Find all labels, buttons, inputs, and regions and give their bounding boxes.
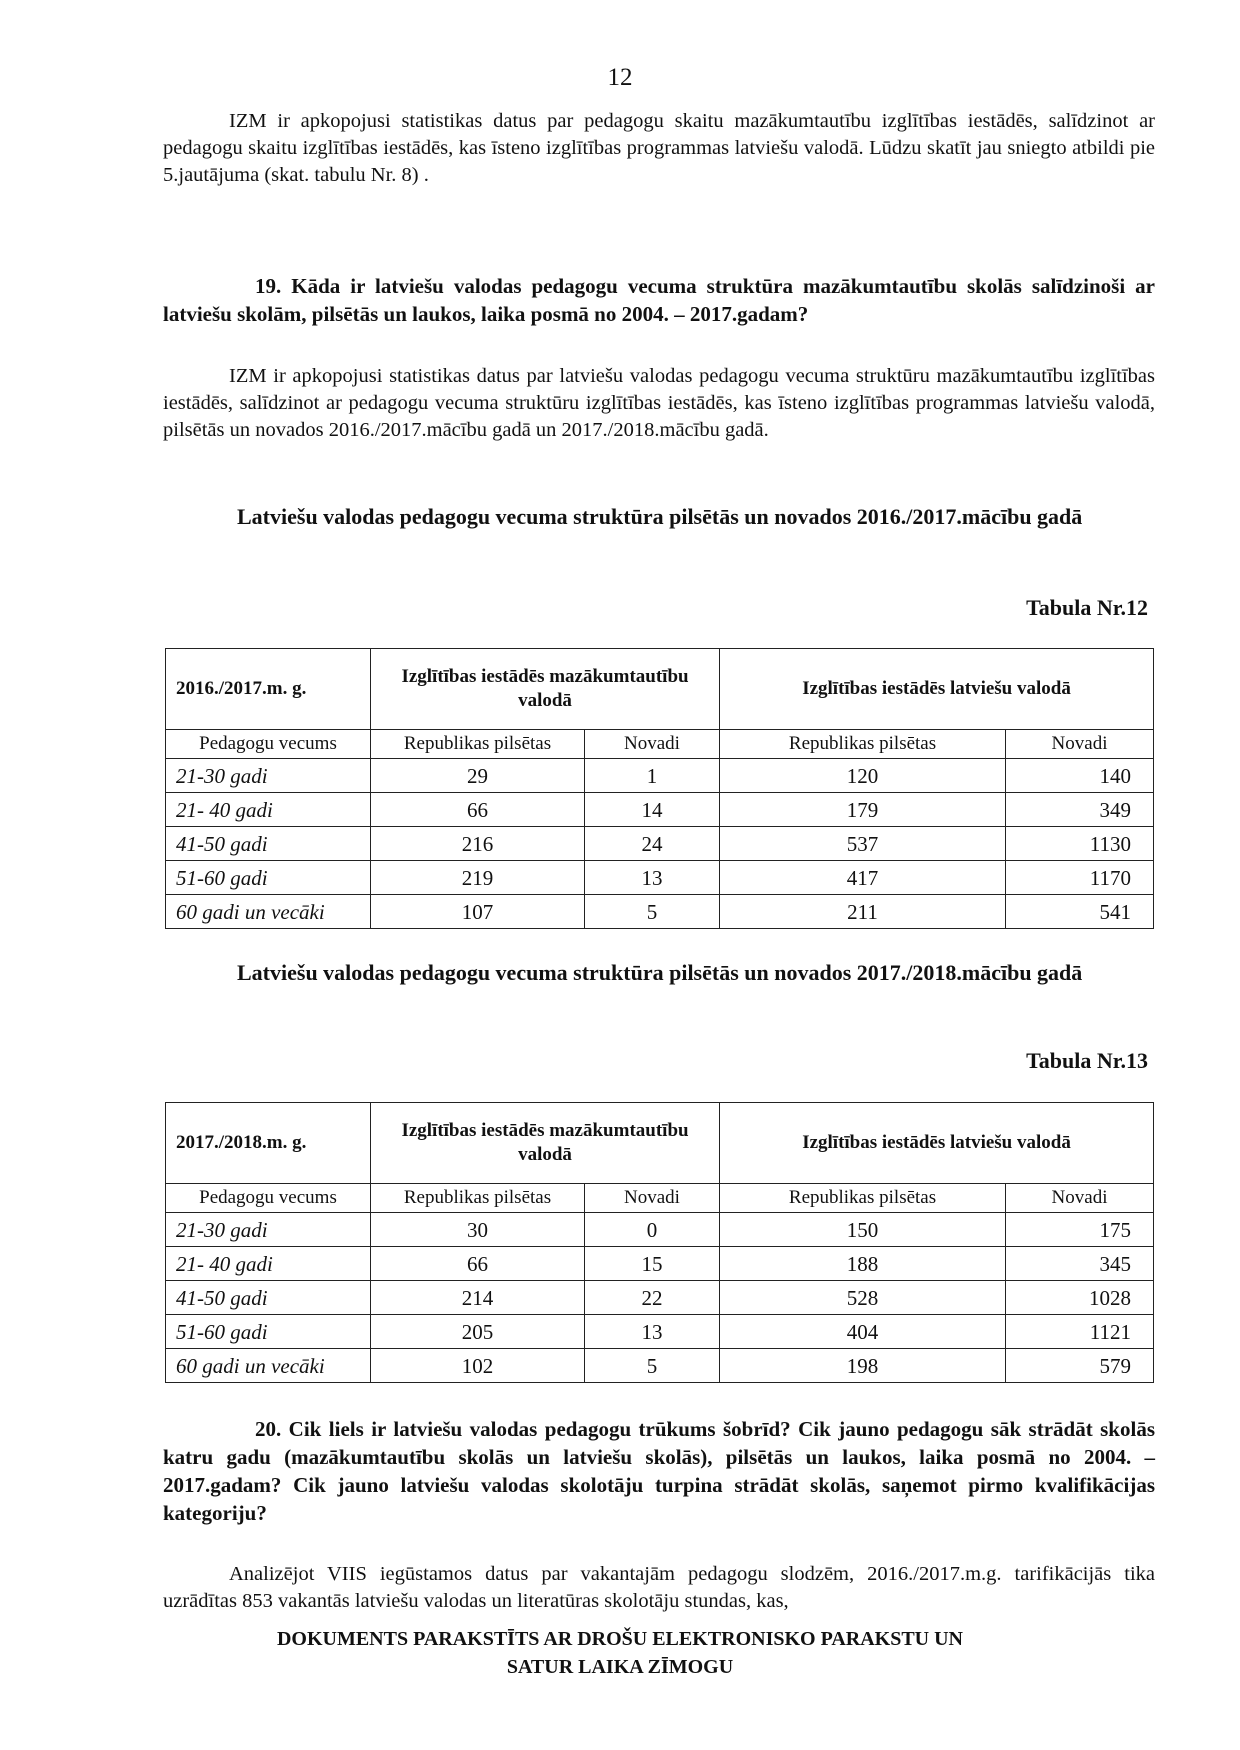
table-12-col-county-minority: Novadi [585,730,720,759]
question-19 [163,272,1155,328]
table-13-label: Tabula Nr.13 [1026,1048,1148,1073]
table-13-heading-text: Latviešu valodas pedagogu vecuma struktūra pilsētās un novados 2017./2018.mācību gadā [237,960,1083,985]
table-row [166,1315,1154,1349]
table-13-age-cell: 41-50 gadi [166,1281,371,1315]
table-13-col-county-latvian: Novadi [1006,1184,1154,1213]
table-row [166,793,1154,827]
table-12-col-city-minority: Republikas pilsētas [371,730,585,759]
table-cell: 345 [1006,1247,1154,1281]
table-13-col-age: Pedagogu vecums [166,1184,371,1213]
table-13-group-minority: Izglītības iestādēs mazākumtautību valodā [371,1103,720,1184]
table-cell: 528 [720,1281,1006,1315]
table-13-age-cell: 21-30 gadi [166,1213,371,1247]
table-row [166,861,1154,895]
table-13-col-city-latvian: Republikas pilsētas [720,1184,1006,1213]
table-12-heading-text: Latviešu valodas pedagogu vecuma struktūra pilsētās un novados 2016./2017.mācību gadā [237,504,1083,529]
table-cell: 30 [371,1213,585,1247]
table-row [166,1213,1154,1247]
table-13-col-county-minority: Novadi [585,1184,720,1213]
table-cell: 66 [371,1247,585,1281]
table-cell: 5 [585,1349,720,1383]
table-12-age-cell: 51-60 gadi [166,861,371,895]
table-13 [165,1102,1154,1383]
table-12 [165,648,1154,929]
table-13-age-cell: 51-60 gadi [166,1315,371,1349]
intro-paragraph [163,108,1155,189]
footer-line-1: DOKUMENTS PARAKSTĪTS AR DROŠU ELEKTRONISKO PARAKSTU UN [276,1628,964,1650]
table-cell: 14 [585,793,720,827]
table-13-year: 2017./2018.m. g. [166,1103,371,1184]
table-row [166,827,1154,861]
table-cell: 175 [1006,1213,1154,1247]
table-cell: 1028 [1006,1281,1154,1315]
table-13-age-cell: 21- 40 gadi [166,1247,371,1281]
table-13-col-city-minority: Republikas pilsētas [371,1184,585,1213]
table-13-heading [163,956,1155,990]
table-13-age-cell: 60 gadi un vecāki [166,1349,371,1383]
question-19-text: 19. Kāda ir latviešu valodas pedagogu vecuma struktūra mazākumtautību skolās salīdzinoši ar latviešu skolām, pilsētās un laukos, laika posmā no 2004. – 2017.gadam? [163,274,1155,326]
table-cell: 29 [371,759,585,793]
page-number: 12 [607,64,633,91]
table-cell: 120 [720,759,1006,793]
table-cell: 404 [720,1315,1006,1349]
table-cell: 150 [720,1213,1006,1247]
table-cell: 5 [585,895,720,929]
table-cell: 13 [585,861,720,895]
table-row [166,895,1154,929]
answer-20-paragraph [163,1561,1155,1615]
table-cell: 140 [1006,759,1154,793]
table-cell: 1130 [1006,827,1154,861]
table-13-header-row [166,1103,1154,1184]
table-cell: 1170 [1006,861,1154,895]
table-cell: 205 [371,1315,585,1349]
table-cell: 1 [585,759,720,793]
table-12-age-cell: 41-50 gadi [166,827,371,861]
table-cell: 579 [1006,1349,1154,1383]
table-cell: 216 [371,827,585,861]
table-12-age-cell: 60 gadi un vecāki [166,895,371,929]
table-cell: 349 [1006,793,1154,827]
table-12-year: 2016./2017.m. g. [166,649,371,730]
table-cell: 0 [585,1213,720,1247]
table-cell: 198 [720,1349,1006,1383]
table-cell: 24 [585,827,720,861]
table-cell: 66 [371,793,585,827]
table-12-header-row [166,649,1154,730]
table-row [166,1281,1154,1315]
table-cell: 22 [585,1281,720,1315]
signature-footer [0,1625,1240,1681]
table-cell: 1121 [1006,1315,1154,1349]
table-cell: 214 [371,1281,585,1315]
table-row [166,759,1154,793]
table-cell: 107 [371,895,585,929]
answer-20-text: Analizējot VIIS iegūstamos datus par vakantajām pedagogu slodzēm, 2016./2017.m.g. tarifikācijās tika uzrādītas 853 vakantās latviešu valodas un literatūras skolotāju stundas, kas, [163,1563,1155,1612]
table-12-age-cell: 21- 40 gadi [166,793,371,827]
table-cell: 179 [720,793,1006,827]
answer-19-text: IZM ir apkopojusi statistikas datus par latviešu valodas pedagogu vecuma struktūru mazākumtautību izglītības iestādēs, salīdzinot ar pedagogu vecuma struktūru izglītības iestādēs, kas īsteno izglītības programmas latviešu valodā, pilsētās un novados 2016./2017.mācību gadā un 2017./2018.mācību gadā. [163,365,1155,441]
question-20 [163,1415,1155,1527]
table-12-col-county-latvian: Novadi [1006,730,1154,759]
table-cell: 541 [1006,895,1154,929]
intro-paragraph-text: IZM ir apkopojusi statistikas datus par pedagogu skaitu mazākumtautību izglītības iestādēs, salīdzinot ar pedagogu skaitu izglītības iestādēs, kas īsteno izglītības programmas latviešu valodā. Lūdzu skatīt jau sniegto atbildi pie 5.jautājuma (skat. tabulu Nr. 8) . [163,110,1155,186]
table-cell: 211 [720,895,1006,929]
answer-19-paragraph [163,363,1155,444]
table-12-col-age: Pedagogu vecums [166,730,371,759]
table-12-heading [163,500,1155,534]
table-12-col-city-latvian: Republikas pilsētas [720,730,1006,759]
table-12-label: Tabula Nr.12 [1026,595,1148,620]
table-cell: 417 [720,861,1006,895]
table-row [166,1349,1154,1383]
table-cell: 537 [720,827,1006,861]
table-cell: 219 [371,861,585,895]
table-cell: 15 [585,1247,720,1281]
table-12-group-minority: Izglītības iestādēs mazākumtautību valodā [371,649,720,730]
table-cell: 102 [371,1349,585,1383]
table-12-age-cell: 21-30 gadi [166,759,371,793]
table-cell: 188 [720,1247,1006,1281]
table-12-group-latvian: Izglītības iestādēs latviešu valodā [720,649,1154,730]
question-20-text: 20. Cik liels ir latviešu valodas pedagogu trūkums šobrīd? Cik jauno pedagogu sāk strādāt skolās katru gadu (mazākumtautību skolās un latviešu skolās), pilsētās un laukos, laika posmā no 2004. – 2017.gadam? Cik jauno latviešu valodas skolotāju turpina strādāt skolās, saņemot pirmo kvalifikācijas kategoriju? [163,1417,1155,1525]
table-cell: 13 [585,1315,720,1349]
table-13-subheader-row [166,1184,1154,1213]
footer-line-2: SATUR LAIKA ZĪMOGU [506,1656,734,1678]
table-12-subheader-row [166,730,1154,759]
table-row [166,1247,1154,1281]
table-13-group-latvian: Izglītības iestādēs latviešu valodā [720,1103,1154,1184]
